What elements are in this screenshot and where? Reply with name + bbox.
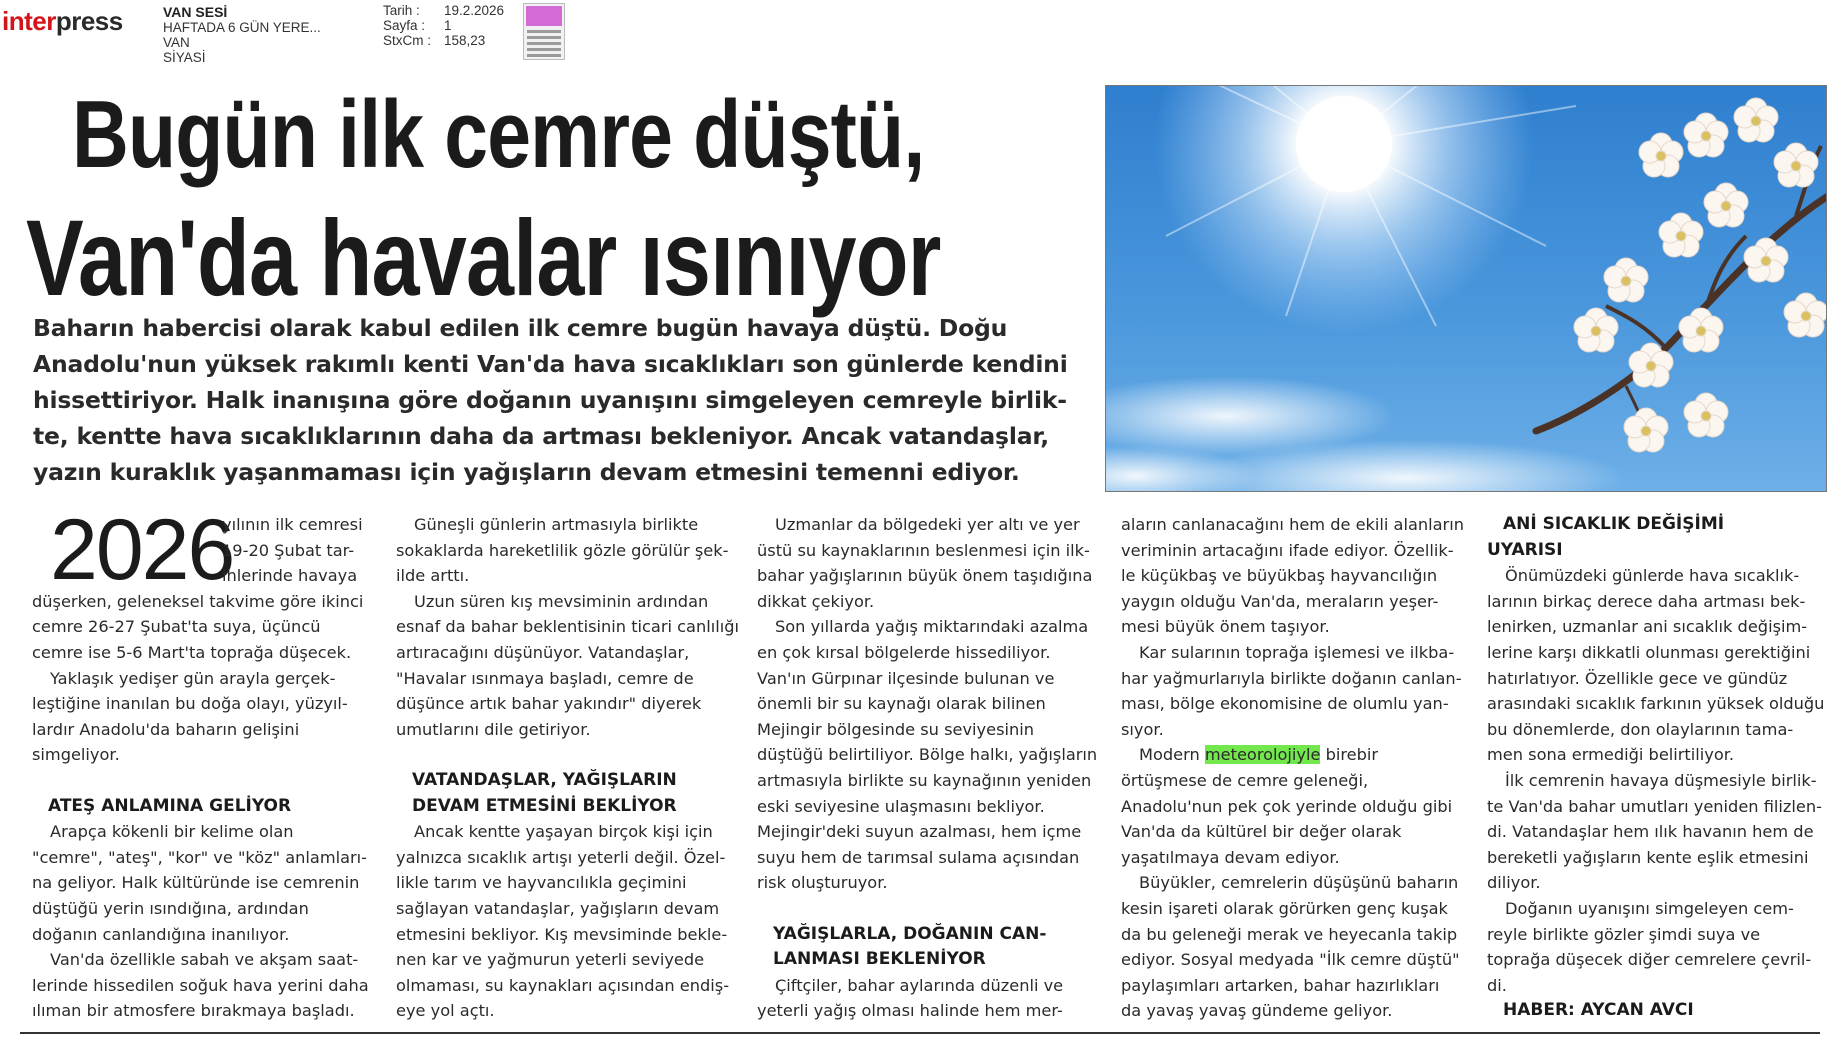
lead-line: Baharın habercisi olarak kabul edilen ilk cemre bugün havaya düştü. Doğu bbox=[33, 314, 1008, 342]
subheading: UYARISI bbox=[1487, 539, 1563, 560]
body-line: Uzun süren kış mevsiminin ardından bbox=[414, 591, 709, 611]
headline-line-1: Bugün ilk cemre düştü, bbox=[72, 81, 925, 188]
body-line: men sona ermediği belirtiliyor. bbox=[1487, 745, 1735, 765]
date-label: Tarih : bbox=[383, 3, 420, 18]
stxcm-label: StxCm : bbox=[383, 33, 432, 48]
body-line: lerinde hissedilen soğuk hava yerini daha bbox=[32, 975, 369, 995]
body-line: Doğanın uyanışını simgeleyen cem- bbox=[1505, 898, 1794, 918]
body-line: yalnızca sıcaklık artışı yeterli değil. Özel- bbox=[396, 847, 726, 867]
sun-blossom-image bbox=[1106, 86, 1827, 492]
body-line: dikkat çekiyor. bbox=[757, 591, 875, 611]
body-line: har yağmurlarıyla birlikte doğanın canlan- bbox=[1121, 668, 1462, 688]
body-line: cemre ise 5-6 Mart'ta toprağa düşecek. bbox=[32, 642, 352, 662]
body-line: lardır Anadolu'da baharın gelişini bbox=[32, 719, 300, 739]
article-column-5 bbox=[1487, 512, 1824, 1024]
subheading: DEVAM ETMESİNİ BEKLİYOR bbox=[412, 795, 677, 816]
body-line: hatırlatıyor. Özellikle gece ve gündüz bbox=[1487, 668, 1788, 688]
article-column-3 bbox=[757, 512, 1097, 1024]
body-line: sokaklarda hareketlilik gözle görülür şek- bbox=[396, 540, 729, 560]
body-line: larının birkaç derece daha artması bek- bbox=[1487, 591, 1806, 611]
body-line: yaygın olduğu Van'da, meraların yeşer- bbox=[1121, 591, 1439, 611]
body-line: en çok kırsal bölgelerde hissediliyor. bbox=[757, 642, 1051, 662]
body-line: bereketli yağışların kente eşlik etmesini bbox=[1487, 847, 1809, 867]
body-line: na geliyor. Halk kültüründe ise cemrenin bbox=[32, 873, 360, 893]
body-line: reyle birlikte gözler şimdi suya ve bbox=[1487, 924, 1761, 944]
body-line: arasındaki sıcaklık farkının yüksek olduğu bbox=[1487, 694, 1825, 714]
body-line: ması, bölge ekonomisine de olumlu yan- bbox=[1121, 694, 1449, 714]
body-line: düştüğü yerin ısındığına, ardından bbox=[32, 898, 309, 918]
body-line: lenirken, uzmanlar ani sıcaklık değişim- bbox=[1487, 617, 1808, 637]
body-line: Güneşli günlerin artmasıyla birlikte bbox=[414, 515, 699, 534]
date-value: 19.2.2026 bbox=[444, 3, 505, 18]
body-line: Çiftçiler, bahar aylarında düzenli ve bbox=[775, 975, 1064, 995]
body-line: umutlarını dile getiriyor. bbox=[396, 719, 591, 739]
body-line: artıracağını düşünüyor. Vatandaşlar, bbox=[396, 642, 690, 662]
body-line: olmaması, su kaynakları açısından endiş- bbox=[396, 975, 730, 995]
body-line: Van'da özellikle sabah ve akşam saat- bbox=[50, 950, 359, 970]
body-line: artmasıyla birlikte su kaynağının yeniden bbox=[757, 770, 1092, 790]
publication-category: SİYASİ bbox=[163, 50, 206, 65]
lead-line: te, kentte hava sıcaklıklarının daha da artması bekleniyor. Ancak vatandaşlar, bbox=[33, 422, 1050, 450]
lead-line: Anadolu'nun yüksek rakımlı kenti Van'da hava sıcaklıkları son günlerde kendini bbox=[33, 350, 1068, 378]
body-line: likle tarım ve hayvancılıkla geçimini bbox=[396, 873, 687, 893]
clipping-header bbox=[0, 0, 1837, 65]
body-line: önemli bir su kaynağı olarak bilinen bbox=[757, 694, 1046, 714]
page-thumbnail[interactable] bbox=[523, 3, 565, 60]
article-column-2 bbox=[396, 512, 739, 1024]
body-line: paylaşımları artarken, bahar hazırlıkları bbox=[1121, 975, 1440, 995]
body-line: mesi büyük önem taşıyor. bbox=[1121, 617, 1330, 637]
body-line: Anadolu'nun pek çok yerinde olduğu gibi bbox=[1121, 796, 1453, 816]
byline: HABER: AYCAN AVCI bbox=[1503, 1000, 1694, 1021]
body-line: etmesini bekliyor. Kış mevsiminde bekle- bbox=[396, 924, 728, 944]
body-line: yılının ilk cemresi bbox=[222, 515, 363, 534]
body-line: Van'da da kültürel bir değer olarak bbox=[1121, 822, 1402, 842]
body-line: ediyor. Sosyal medyada "İlk cemre düştü" bbox=[1121, 950, 1460, 970]
page-value: 1 bbox=[444, 18, 452, 33]
lead-line: hissettiriyor. Halk inanışına göre doğanın uyanışını simgeleyen cemreyle birlik- bbox=[33, 386, 1067, 414]
body-line: "cemre", "ateş", "kor" ve "köz" anlamları- bbox=[32, 847, 367, 867]
clipping-info bbox=[383, 3, 504, 48]
subheading: LANMASI BEKLENİYOR bbox=[773, 949, 986, 970]
body-line: diliyor. bbox=[1487, 873, 1541, 893]
article-column-4 bbox=[1121, 512, 1464, 1024]
body-line: aların canlanacağını hem de ekili alanların bbox=[1121, 515, 1464, 534]
body-line: Son yıllarda yağış miktarındaki azalma bbox=[775, 617, 1089, 637]
body-line: kesin işareti olarak görürken genç kuşak bbox=[1121, 898, 1448, 918]
highlighted-word: meteorolojiyle bbox=[1204, 745, 1321, 765]
body-line: bahar yağışlarının büyük önem taşıdığına bbox=[757, 566, 1093, 586]
subheading: ATEŞ ANLAMINA GELİYOR bbox=[48, 795, 292, 816]
body-line: suyu hem de tarımsal sulama açısından bbox=[757, 847, 1080, 867]
body-line: 19-20 Şubat tar- bbox=[222, 540, 355, 560]
body-line: ılıman bir atmosfere bırakmaya başladı. bbox=[32, 1001, 355, 1021]
body-line: doğanın canlandığına inanılıyor. bbox=[32, 924, 290, 944]
body-line: Büyükler, cemrelerin düşüşünü baharın bbox=[1139, 873, 1459, 893]
body-line: düşünce artık bahar yakındır" diyerek bbox=[396, 694, 702, 714]
body-line: eye yol açtı. bbox=[396, 1001, 495, 1021]
body-line: "Havalar ısınmaya başladı, cemre de bbox=[396, 668, 694, 688]
body-line: ihlerinde havaya bbox=[222, 566, 358, 586]
body-line: leştiğine inanılan bu doğa olayı, yüzyıl- bbox=[32, 694, 348, 714]
body-line: te Van'da bahar umutları yeniden filizlen- bbox=[1487, 796, 1822, 816]
page-label: Sayfa : bbox=[383, 18, 426, 33]
body-line: simgeliyor. bbox=[32, 745, 120, 765]
body-line: Ancak kentte yaşayan birçok kişi için bbox=[414, 822, 713, 842]
body-line: da yavaş yavaş gündeme geliyor. bbox=[1121, 1001, 1393, 1021]
body-line: Mejingir bölgesinde su seviyesinin bbox=[757, 719, 1035, 739]
body-line: Arapça kökenli bir kelime olan bbox=[50, 822, 294, 842]
body-line: Kar sularının toprağa işlemesi ve ilkba- bbox=[1139, 642, 1455, 662]
body-line: di. bbox=[1487, 975, 1507, 995]
body-line: nen kar ve yağmurun yeterli seviyede bbox=[396, 950, 705, 970]
lead-line: yazın kuraklık yaşanmaması için yağışların devam etmesini temenni ediyor. bbox=[33, 458, 1020, 486]
body-line: sağlayan vatandaşlar, yağışların devam bbox=[396, 898, 720, 918]
subheading: ANİ SICAKLIK DEĞİŞİMİ bbox=[1503, 514, 1725, 534]
body-line: yeterli yağış olması halinde hem mer- bbox=[757, 1001, 1063, 1021]
body-line: di. Vatandaşlar hem ılık havanın hem de bbox=[1487, 822, 1814, 842]
body-line: esnaf da bahar beklentisinin ticari canlılığı bbox=[396, 617, 739, 637]
body-line: Modern meteorolojiyle birebir bbox=[1139, 745, 1379, 765]
body-line: sıyor. bbox=[1121, 719, 1164, 739]
body-line: Uzmanlar da bölgedeki yer altı ve yer bbox=[775, 515, 1080, 534]
subheading: YAĞIŞLARLA, DOĞANIN CAN- bbox=[773, 923, 1047, 944]
body-line: lerine karşı dikkatli olunması gerektiğini bbox=[1487, 642, 1811, 662]
body-line: Van'ın Gürpınar ilçesinde bulunan ve bbox=[757, 668, 1055, 688]
body-line: bu dönemlerde, don olaylarının tama- bbox=[1487, 719, 1794, 739]
body-line: Önümüzdeki günlerde hava sıcaklık- bbox=[1505, 566, 1800, 586]
body-line: Mejingir'deki suyun azalması, hem içme bbox=[757, 822, 1082, 842]
body-line: eski seviyesine ulaşmasını bekliyor. bbox=[757, 796, 1045, 816]
publication-city: VAN bbox=[163, 35, 190, 50]
body-line: örtüşmese de cemre geleneği, bbox=[1121, 770, 1369, 790]
publication-frequency: HAFTADA 6 GÜN YERE... bbox=[163, 20, 321, 35]
article-lead bbox=[33, 310, 1093, 490]
body-line: ilde arttı. bbox=[396, 566, 470, 586]
subheading: VATANDAŞLAR, YAĞIŞLARIN bbox=[412, 769, 677, 790]
body-line: yaşatılmaya devam ediyor. bbox=[1121, 847, 1340, 867]
body-line: le küçükbaş ve büyükbaş hayvancılığın bbox=[1121, 566, 1438, 586]
article-column-1 bbox=[32, 502, 369, 1024]
stxcm-value: 158,23 bbox=[444, 33, 486, 48]
publication-name: VAN SESİ bbox=[163, 4, 228, 20]
body-line: veriminin artacağını ifade ediyor. Özellik- bbox=[1121, 540, 1454, 560]
body-line: cemre 26-27 Şubat'ta suya, üçüncü bbox=[32, 617, 321, 637]
interpress-logo: interpress bbox=[2, 6, 123, 36]
body-line: düştüğü belirtiliyor. Bölge halkı, yağışların bbox=[757, 745, 1098, 765]
article-photo-sun-blossom bbox=[1105, 85, 1827, 492]
body-line: üstü su kaynaklarının beslenmesi için ilk- bbox=[757, 540, 1090, 560]
headline-line-2: Van'da havalar ısınıyor bbox=[26, 197, 941, 318]
body-line: toprağa düşecek diğer cemrelere çevril- bbox=[1487, 950, 1812, 970]
body-line: risk oluşturuyor. bbox=[757, 873, 888, 893]
body-line: düşerken, geleneksel takvime göre ikinci bbox=[32, 591, 364, 611]
bottom-rule bbox=[20, 1032, 1820, 1034]
body-line: Yaklaşık yedişer gün arayla gerçek- bbox=[50, 668, 336, 688]
body-line: İlk cemrenin havaya düşmesiyle birlik- bbox=[1505, 770, 1817, 790]
drop-cap-year: 2026 bbox=[50, 502, 234, 598]
body-line: da bu geleneği merak ve heyecanla takip bbox=[1121, 924, 1458, 944]
publication-meta bbox=[163, 5, 321, 65]
